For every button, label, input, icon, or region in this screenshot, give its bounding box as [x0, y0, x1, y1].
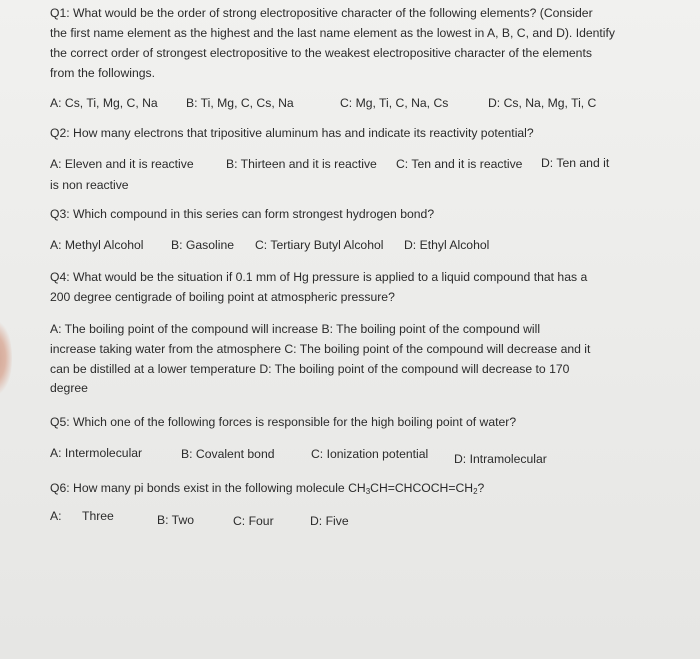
q3-option-b: B: Gasoline [171, 238, 235, 252]
q3-option-d: D: Ethyl Alcohol [404, 238, 490, 252]
q6-option-c: C: Four [233, 514, 274, 528]
q4-answer-line-4: degree [50, 381, 88, 395]
formula-part-3: ? [477, 481, 485, 495]
q4-answer-line-1: A: The boiling point of the compound will increase B: The boiling point of the compound will [50, 322, 541, 336]
q2-option-b: B: Thirteen and it is reactive [226, 157, 377, 171]
formula-sub-2: 2 [473, 487, 478, 496]
q3-option-a: A: Methyl Alcohol [50, 238, 144, 252]
formula-part-1: CH [348, 481, 366, 495]
q4-line-2: 200 degree centigrade of boiling point at atmospheric pressure? [50, 290, 395, 304]
q3-question: Q3: Which compound in this series can form strongest hydrogen bond? [50, 207, 435, 221]
formula-sub-1: 3 [365, 487, 371, 496]
q2-option-a: A: Eleven and it is reactive [50, 157, 194, 171]
q2-continuation: is non reactive [50, 178, 129, 192]
q6-option-b: B: Two [157, 513, 195, 527]
q1-option-a: A: Cs, Ti, Mg, C, Na [50, 96, 158, 110]
q1-line-3: the correct order of strongest electropositive to the weakest electropositive character of the elements [50, 46, 592, 60]
q2-question: Q2: How many electrons that tripositive aluminum has and indicate its reactivity potential? [50, 126, 534, 140]
q1-line-1: Q1: What would be the order of strong electropositive character of the following elements? (Consider [50, 6, 593, 20]
q5-question: Q5: Which one of the following forces is responsible for the high boiling point of water? [50, 415, 517, 429]
q1-option-d: D: Cs, Na, Mg, Ti, C [488, 96, 597, 110]
q6-formula [348, 481, 484, 495]
q3-option-c: C: Tertiary Butyl Alcohol [255, 238, 384, 252]
q5-option-c: C: Ionization potential [311, 447, 429, 461]
q5-option-d: D: Intramolecular [454, 452, 547, 466]
formula-part-2: CH=CHCOCH=CH [370, 481, 474, 495]
finger-shadow [0, 322, 12, 394]
q4-answer-line-3: can be distilled at a lower temperature D: The boiling point of the compound will decrease to 170 [50, 362, 570, 376]
q6-option-a-letter: A: [50, 509, 62, 523]
q6-question-prefix: Q6: How many pi bonds exist in the following molecule [50, 481, 349, 495]
q6-option-d: D: Five [310, 514, 349, 528]
q1-line-4: from the followings. [50, 66, 155, 80]
q2-option-c: C: Ten and it is reactive [396, 157, 523, 171]
q6-option-a: Three [82, 509, 114, 523]
q4-line-1: Q4: What would be the situation if 0.1 mm of Hg pressure is applied to a liquid compound that has a [50, 270, 588, 284]
q5-option-a: A: Intermolecular [50, 446, 143, 460]
q5-option-b: B: Covalent bond [181, 447, 275, 461]
q1-option-b: B: Ti, Mg, C, Cs, Na [186, 96, 294, 110]
q1-option-c: C: Mg, Ti, C, Na, Cs [340, 96, 449, 110]
q4-answer-line-2: increase taking water from the atmosphere C: The boiling point of the compound will decrease and it [50, 342, 591, 356]
q2-option-d: D: Ten and it [541, 156, 610, 170]
q6-question [50, 480, 484, 500]
q1-line-2: the first name element as the highest and the last name element as the lowest in A, B, C, and D). Identify [50, 26, 615, 40]
